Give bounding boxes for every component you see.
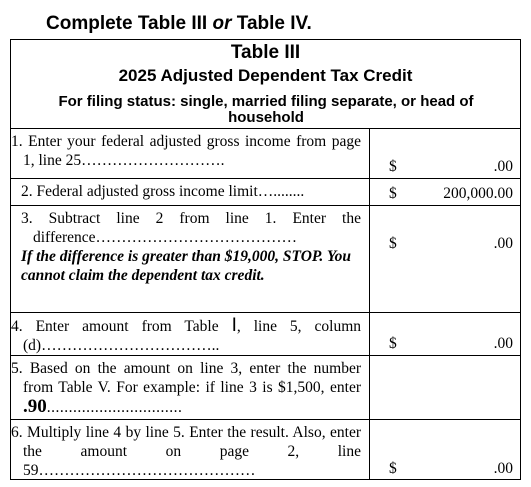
line-5-description [11,356,369,419]
table-subtitle: 2025 Adjusted Dependent Tax Credit [118,66,413,85]
line-1-value: .00 [493,158,513,175]
line-4-description [11,313,369,355]
line-5-example-value: .90 [23,396,47,417]
line-1-description: 1. Enter your federal adjusted gross income from page 1, line 25………………………. [11,133,361,169]
line-4-text-post: , line 5, column (d)…………………………….. [23,318,361,354]
line-4-currency: $ [389,335,397,352]
line-3-currency: $ [389,235,397,252]
line-2-amount-field [369,179,520,205]
line-2-currency: $ [389,185,397,202]
line-2-row [11,178,520,205]
line-4-row [11,312,520,355]
line-6-description: 6. Multiply line 4 by line 5. Enter the result. Also, enter the amount on page 2, line 59…………………………………… [11,424,361,479]
line-3-description [11,206,369,312]
line-3-row [11,205,520,312]
line-6-amount-field[interactable] [369,420,520,480]
filing-status-note: For filing status: single, married filing separate, or head of household [58,93,474,126]
line-2-value: 200,000.00 [443,185,513,202]
line-3-text: 3. Subtract line 2 from line 1. Enter the difference………………………………… [21,210,361,246]
line-4-table-ref: I [231,315,237,336]
line-3-amount-field[interactable] [369,206,520,312]
line-3-warning: If the difference is greater than $19,000, STOP. You cannot claim the dependent tax credit. [21,248,351,284]
line-6-value: .00 [493,460,513,477]
line-1-row [11,129,520,178]
line-1-currency: $ [389,158,397,175]
instruction-heading [46,13,312,35]
line-5-text-post: ............................... [46,399,183,416]
line-5-amount-field[interactable] [369,356,520,419]
line-5-row [11,355,520,419]
line-1-amount-field[interactable] [369,129,520,178]
line-4-value: .00 [493,335,513,352]
table-iii-form [10,39,521,480]
instruction-pre: Complete Table III [46,13,213,34]
line-3-value: .00 [493,235,513,252]
line-6-currency: $ [389,460,397,477]
instruction-post: Table IV. [231,13,312,34]
line-4-text-pre: 4. Enter amount from Table [11,318,232,335]
line-6-row [11,419,520,480]
table-title: Table III [230,42,301,63]
line-4-amount-field[interactable] [369,313,520,355]
line-2-description: 2. Federal adjusted gross income limit…........ [21,183,305,200]
line-5-text-pre: 5. Based on the amount on line 3, enter the number from Table V. For example: if line 3 is $1,500, enter [11,360,361,396]
table-header [11,40,520,129]
instruction-or: or [212,13,232,34]
